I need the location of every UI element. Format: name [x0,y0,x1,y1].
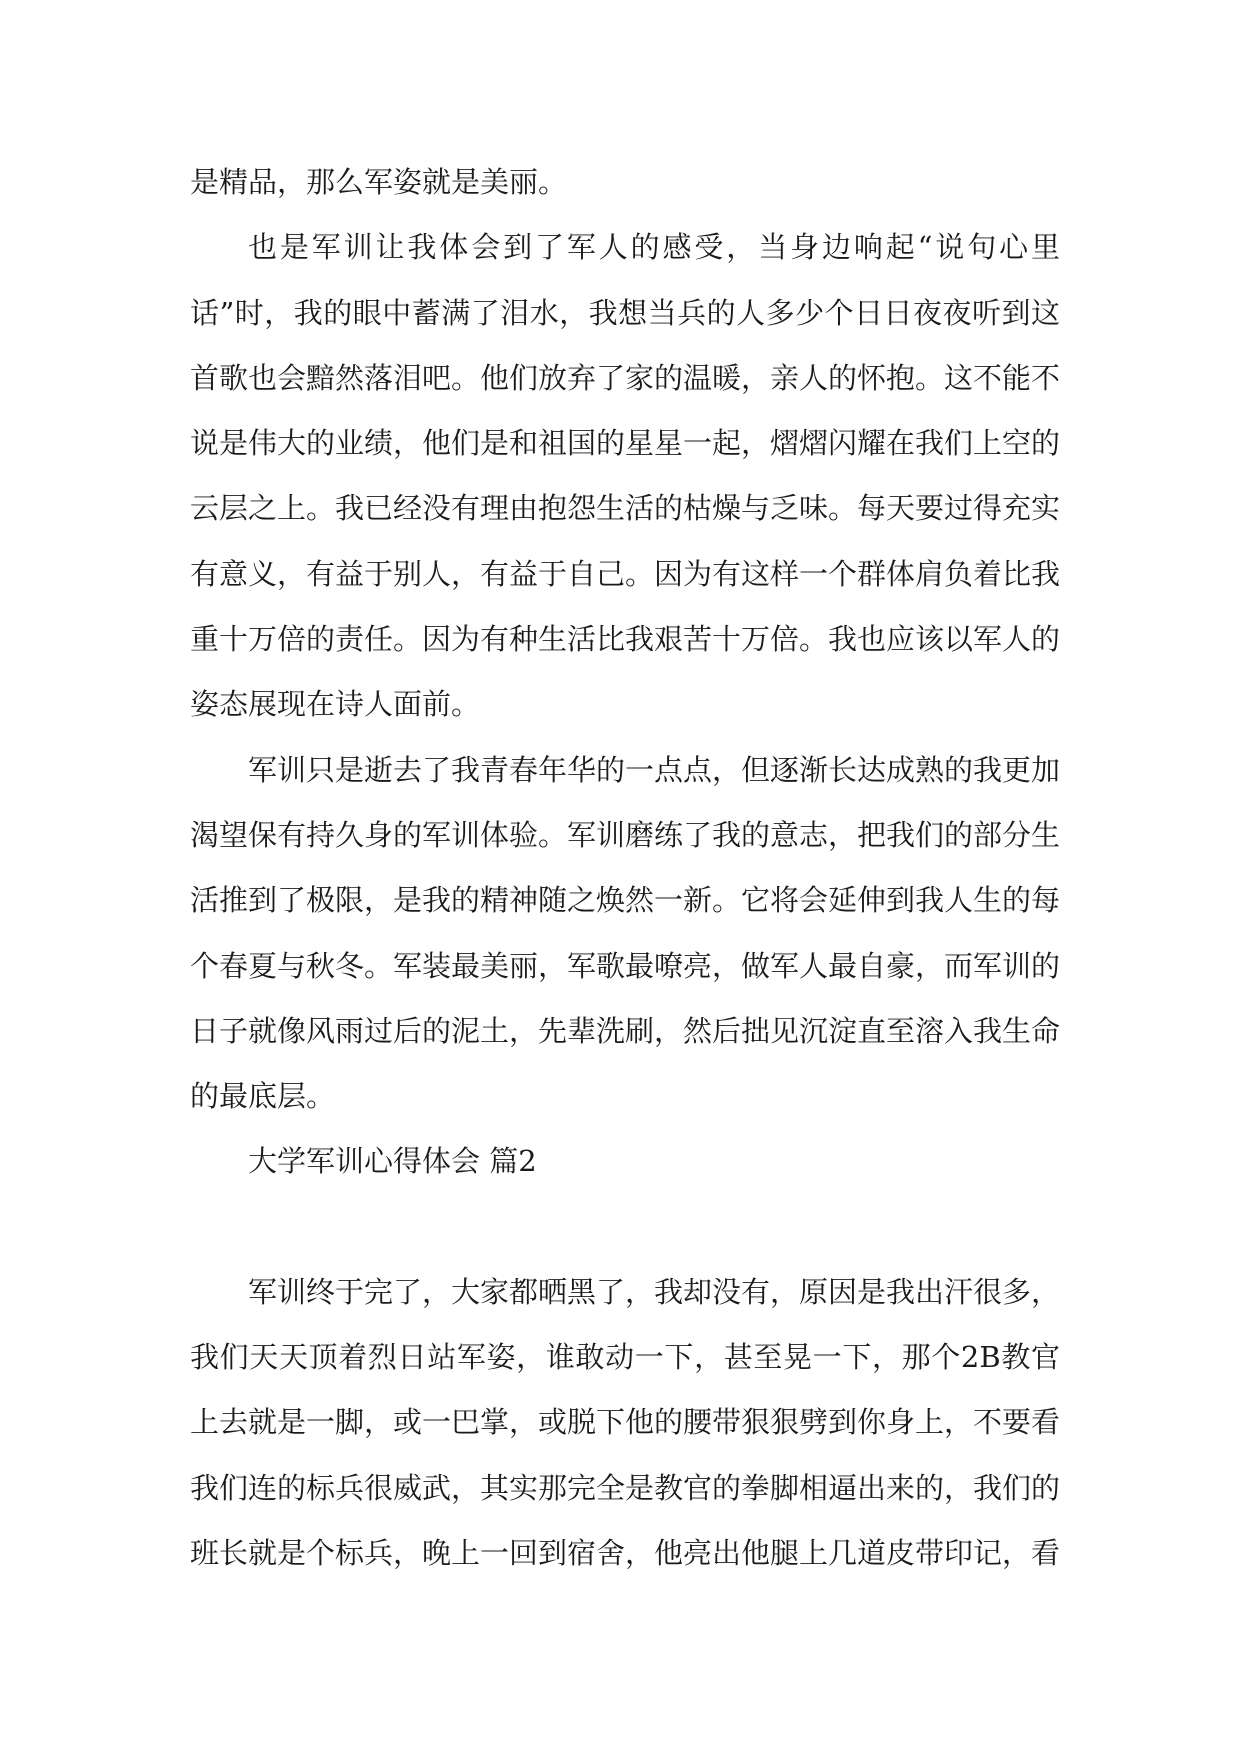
section-heading: 大学军训心得体会 篇2 [248,1144,537,1179]
paragraph-continued: 是精品，那么军姿就是美丽。 [190,165,568,199]
paragraph-training-experience: 军训只是逝去了我青春年华的一点点，但逐渐长达成熟的我更加渴望保有持久身的军训体验。军训磨练了我的意志，把我们的部分生活推到了极限，是我的精神随之焕然一新。它将会延伸到我人生的每个春夏与秋冬。军装最美丽，军歌最嘹亮，做军人最自豪，而军训的日子就像风雨过后的泥土，先辈洗刷，然后拙见沉淀直至溶入我生命的最底层。 [190,752,1061,1114]
paragraph-training-end: 军训终于完了，大家都晒黑了，我却没有，原因是我出汗很多，我们天天顶着烈日站军姿，谁敢动一下，甚至晃一下，那个2B教官上去就是一脚，或一巴掌，或脱下他的腰带狠狠劈到你身上，不要看我们连的标兵很威武，其实那完全是教官的拳脚相逼出来的，我们的班长就是个标兵，晚上一回到宿舍，他亮出他腿上几道皮带印记，看 [190,1274,1061,1570]
paragraph-military-feelings: 也是军训让我体会到了军人的感受，当身边响起“说句心里话”时，我的眼中蓄满了泪水，我想当兵的人多少个日日夜夜听到这首歌也会黯然落泪吧。他们放弃了家的温暖，亲人的怀抱。这不能不说是伟大的业绩，他们是和祖国的星星一起，熠熠闪耀在我们上空的云层之上。我已经没有理由抱怨生活的枯燥与乏味。每天要过得充实有意义，有益于别人，有益于自己。因为有这样一个群体肩负着比我重十万倍的责任。因为有种生活比我艰苦十万倍。我也应该以军人的姿态展现在诗人面前。 [190,230,1061,722]
document-body [190,150,1060,1586]
